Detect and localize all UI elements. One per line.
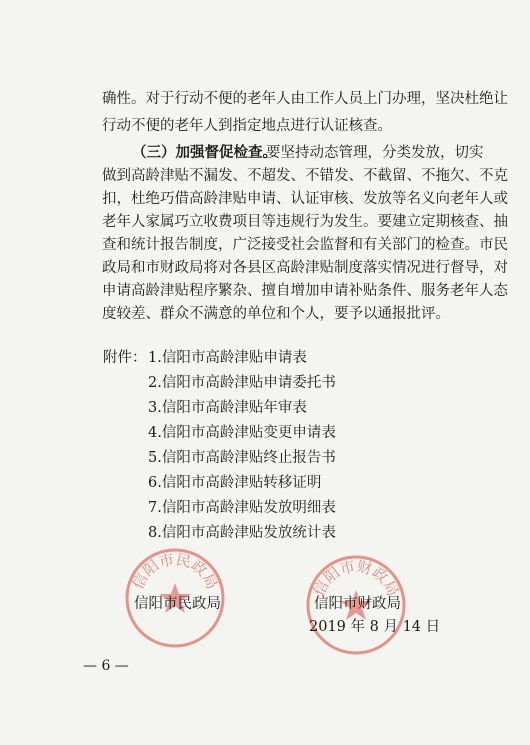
page-number: — 6 — [83,658,129,674]
attachment-item: 6.信阳市高龄津贴转移证明 [148,475,322,491]
attachment-item: 4.信阳市高龄津贴变更申请表 [148,425,336,441]
body-line: 查和统计报告制度，广泛接受社会监督和有关部门的检查。市民 [102,237,508,253]
section-3-heading: （三）加强督促检查。 [132,144,277,161]
section-3-text: 要坚持动态管理，分类发放，切实 [266,145,484,161]
attachment-item: 7.信阳市高龄津贴发放明细表 [148,500,336,516]
attachment-item: 3.信阳市高龄津贴年审表 [148,400,307,416]
body-line: 做到高龄津贴不漏发、不超发、不错发、不截留、不拖欠、不克 [102,168,508,184]
body-line: 度较差、群众不满意的单位和个人，要予以通报批评。 [102,306,450,322]
attachment-item: 2.信阳市高龄津贴申请委托书 [148,375,336,391]
signature-date: 2019 年 8 月 14 日 [309,619,441,635]
seal-text: 信阳市民政局 [128,550,222,593]
body-line: 政局和市财政局将对各县区高龄津贴制度落实情况进行督导，对 [102,260,508,276]
seal-text: 信阳市财政局 [309,557,403,600]
attachment-item: 5.信阳市高龄津贴终止报告书 [148,450,336,466]
body-line: 行动不便的老年人到指定地点进行认证核查。 [102,118,392,134]
attachments-label: 附件： [103,350,147,366]
body-line: 老年人家属巧立收费项目等违规行为发生。要建立定期核查、抽 [102,214,508,230]
attachment-item: 8.信阳市高龄津贴发放统计表 [148,525,336,541]
body-line: 扣，杜绝巧借高龄津贴申请、认证审核、发放等名义向老年人或 [102,191,508,207]
attachment-item: 1.信阳市高龄津贴申请表 [148,350,307,366]
signature-civil-affairs: 信阳市民政局 [134,596,221,612]
signature-finance: 信阳市财政局 [314,596,401,612]
body-line: 确性。对于行动不便的老年人由工作人员上门办理，坚决杜绝让 [102,91,508,107]
body-line: 申请高龄津贴程序繁杂、擅自增加申请补贴条件、服务老年人态 [102,283,508,299]
